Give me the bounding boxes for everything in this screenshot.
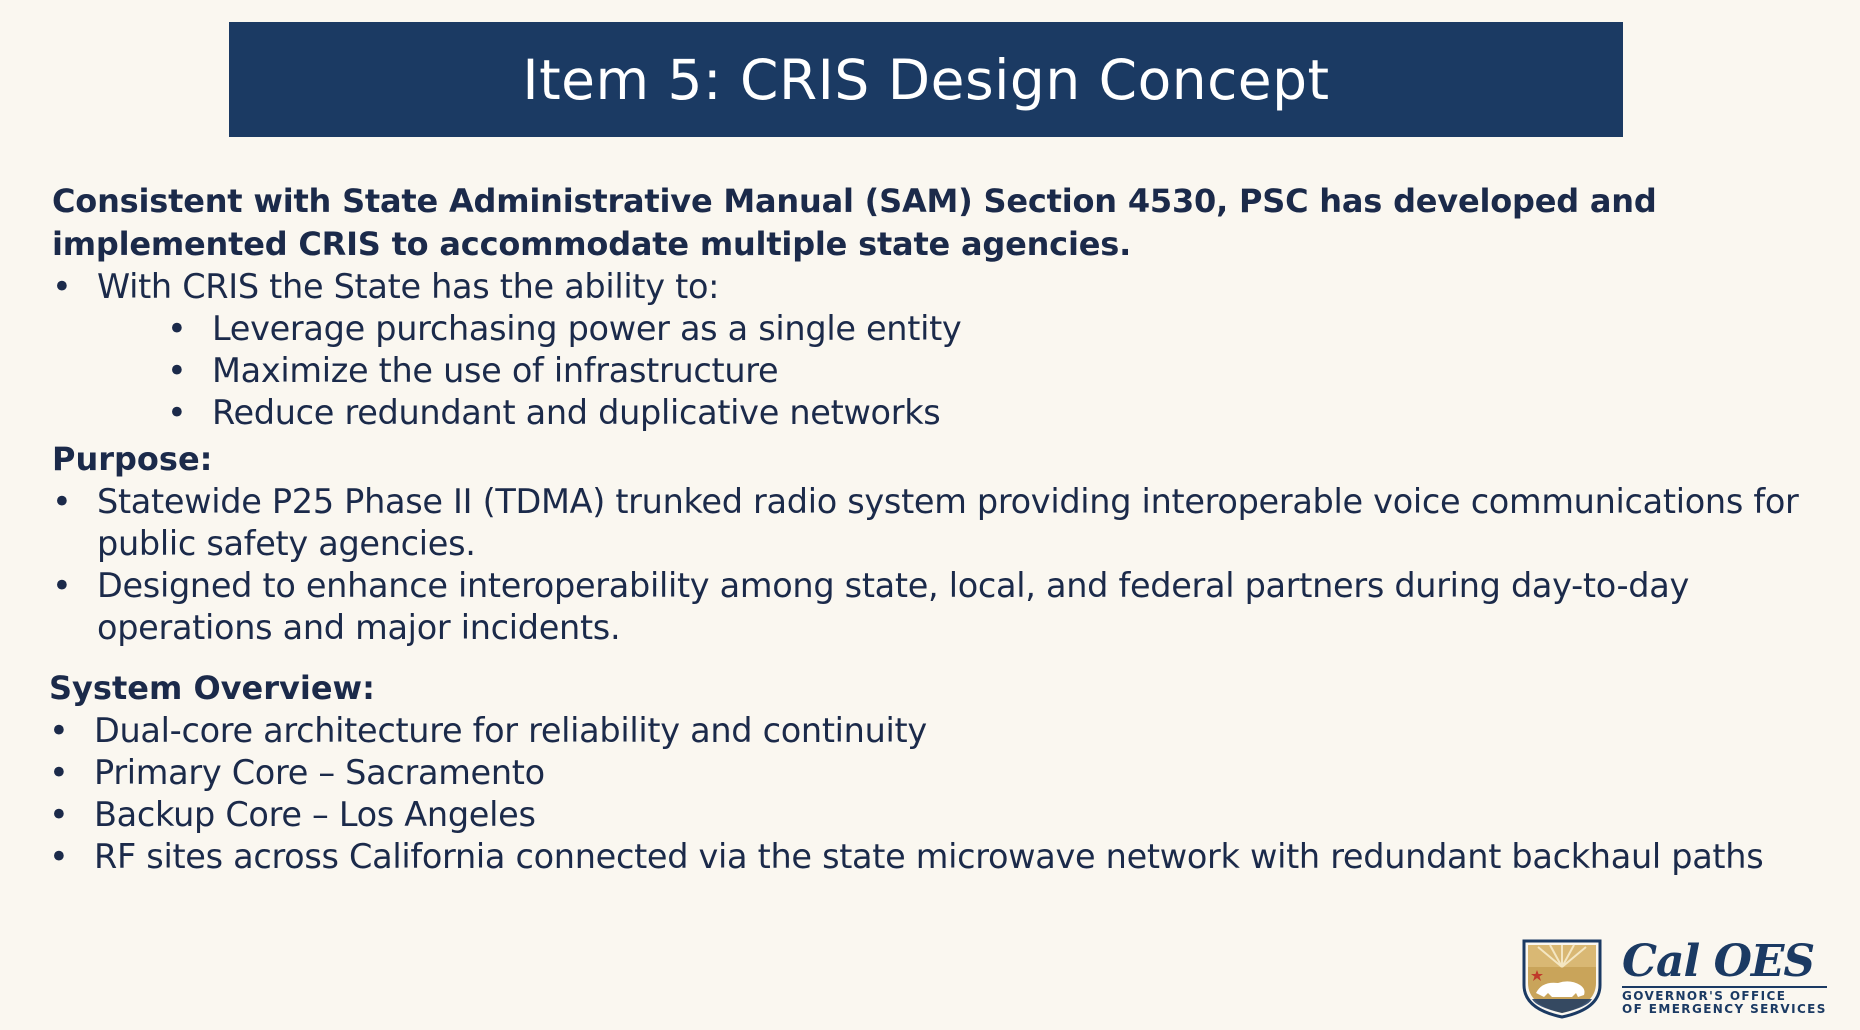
system-overview-heading: System Overview: (49, 669, 375, 707)
intro-statement: Consistent with State Administrative Manual (SAM) Section 4530, PSC has developed and implemented CRIS to accommodate multiple state agencies. (52, 182, 1657, 263)
system-overview-item: • RF sites across California connected via the state microwave network with redundant backhaul paths (49, 836, 1822, 878)
system-overview-list (49, 710, 1822, 878)
ability-sub-list (97, 308, 1822, 434)
logo-subtitle (1622, 986, 1827, 1016)
purpose-heading: Purpose: (52, 440, 213, 478)
purpose-list (52, 481, 1822, 649)
slide-title: Item 5: CRIS Design Concept (522, 47, 1330, 112)
cal-oes-seal-icon (1518, 937, 1606, 1019)
cal-oes-logo (1518, 936, 1838, 1020)
slide-title-bar (229, 22, 1623, 137)
logo-name: Cal OES (1622, 936, 1815, 987)
ability-lead (52, 266, 1822, 434)
system-overview-item: • Dual-core architecture for reliability and continuity (49, 710, 1822, 752)
logo-subtitle-line2: OF EMERGENCY SERVICES (1622, 1002, 1827, 1016)
slide-content (49, 180, 1822, 878)
ability-item: • Maximize the use of infrastructure (97, 350, 1822, 392)
system-overview-item: • Primary Core – Sacramento (49, 752, 1822, 794)
ability-item: • Leverage purchasing power as a single entity (97, 308, 1822, 350)
logo-subtitle-line1: GOVERNOR'S OFFICE (1622, 989, 1787, 1003)
logo-text (1622, 936, 1827, 1016)
ability-lead-text: With CRIS the State has the ability to: (97, 267, 720, 306)
system-overview-item: • Backup Core – Los Angeles (49, 794, 1822, 836)
purpose-item: • Statewide P25 Phase II (TDMA) trunked radio system providing interoperable voice communications for public safety agencies. (52, 481, 1822, 565)
ability-list (52, 266, 1822, 434)
purpose-item: • Designed to enhance interoperability among state, local, and federal partners during day-to-day operations and major incidents. (52, 565, 1822, 649)
ability-item: • Reduce redundant and duplicative networks (97, 392, 1822, 434)
